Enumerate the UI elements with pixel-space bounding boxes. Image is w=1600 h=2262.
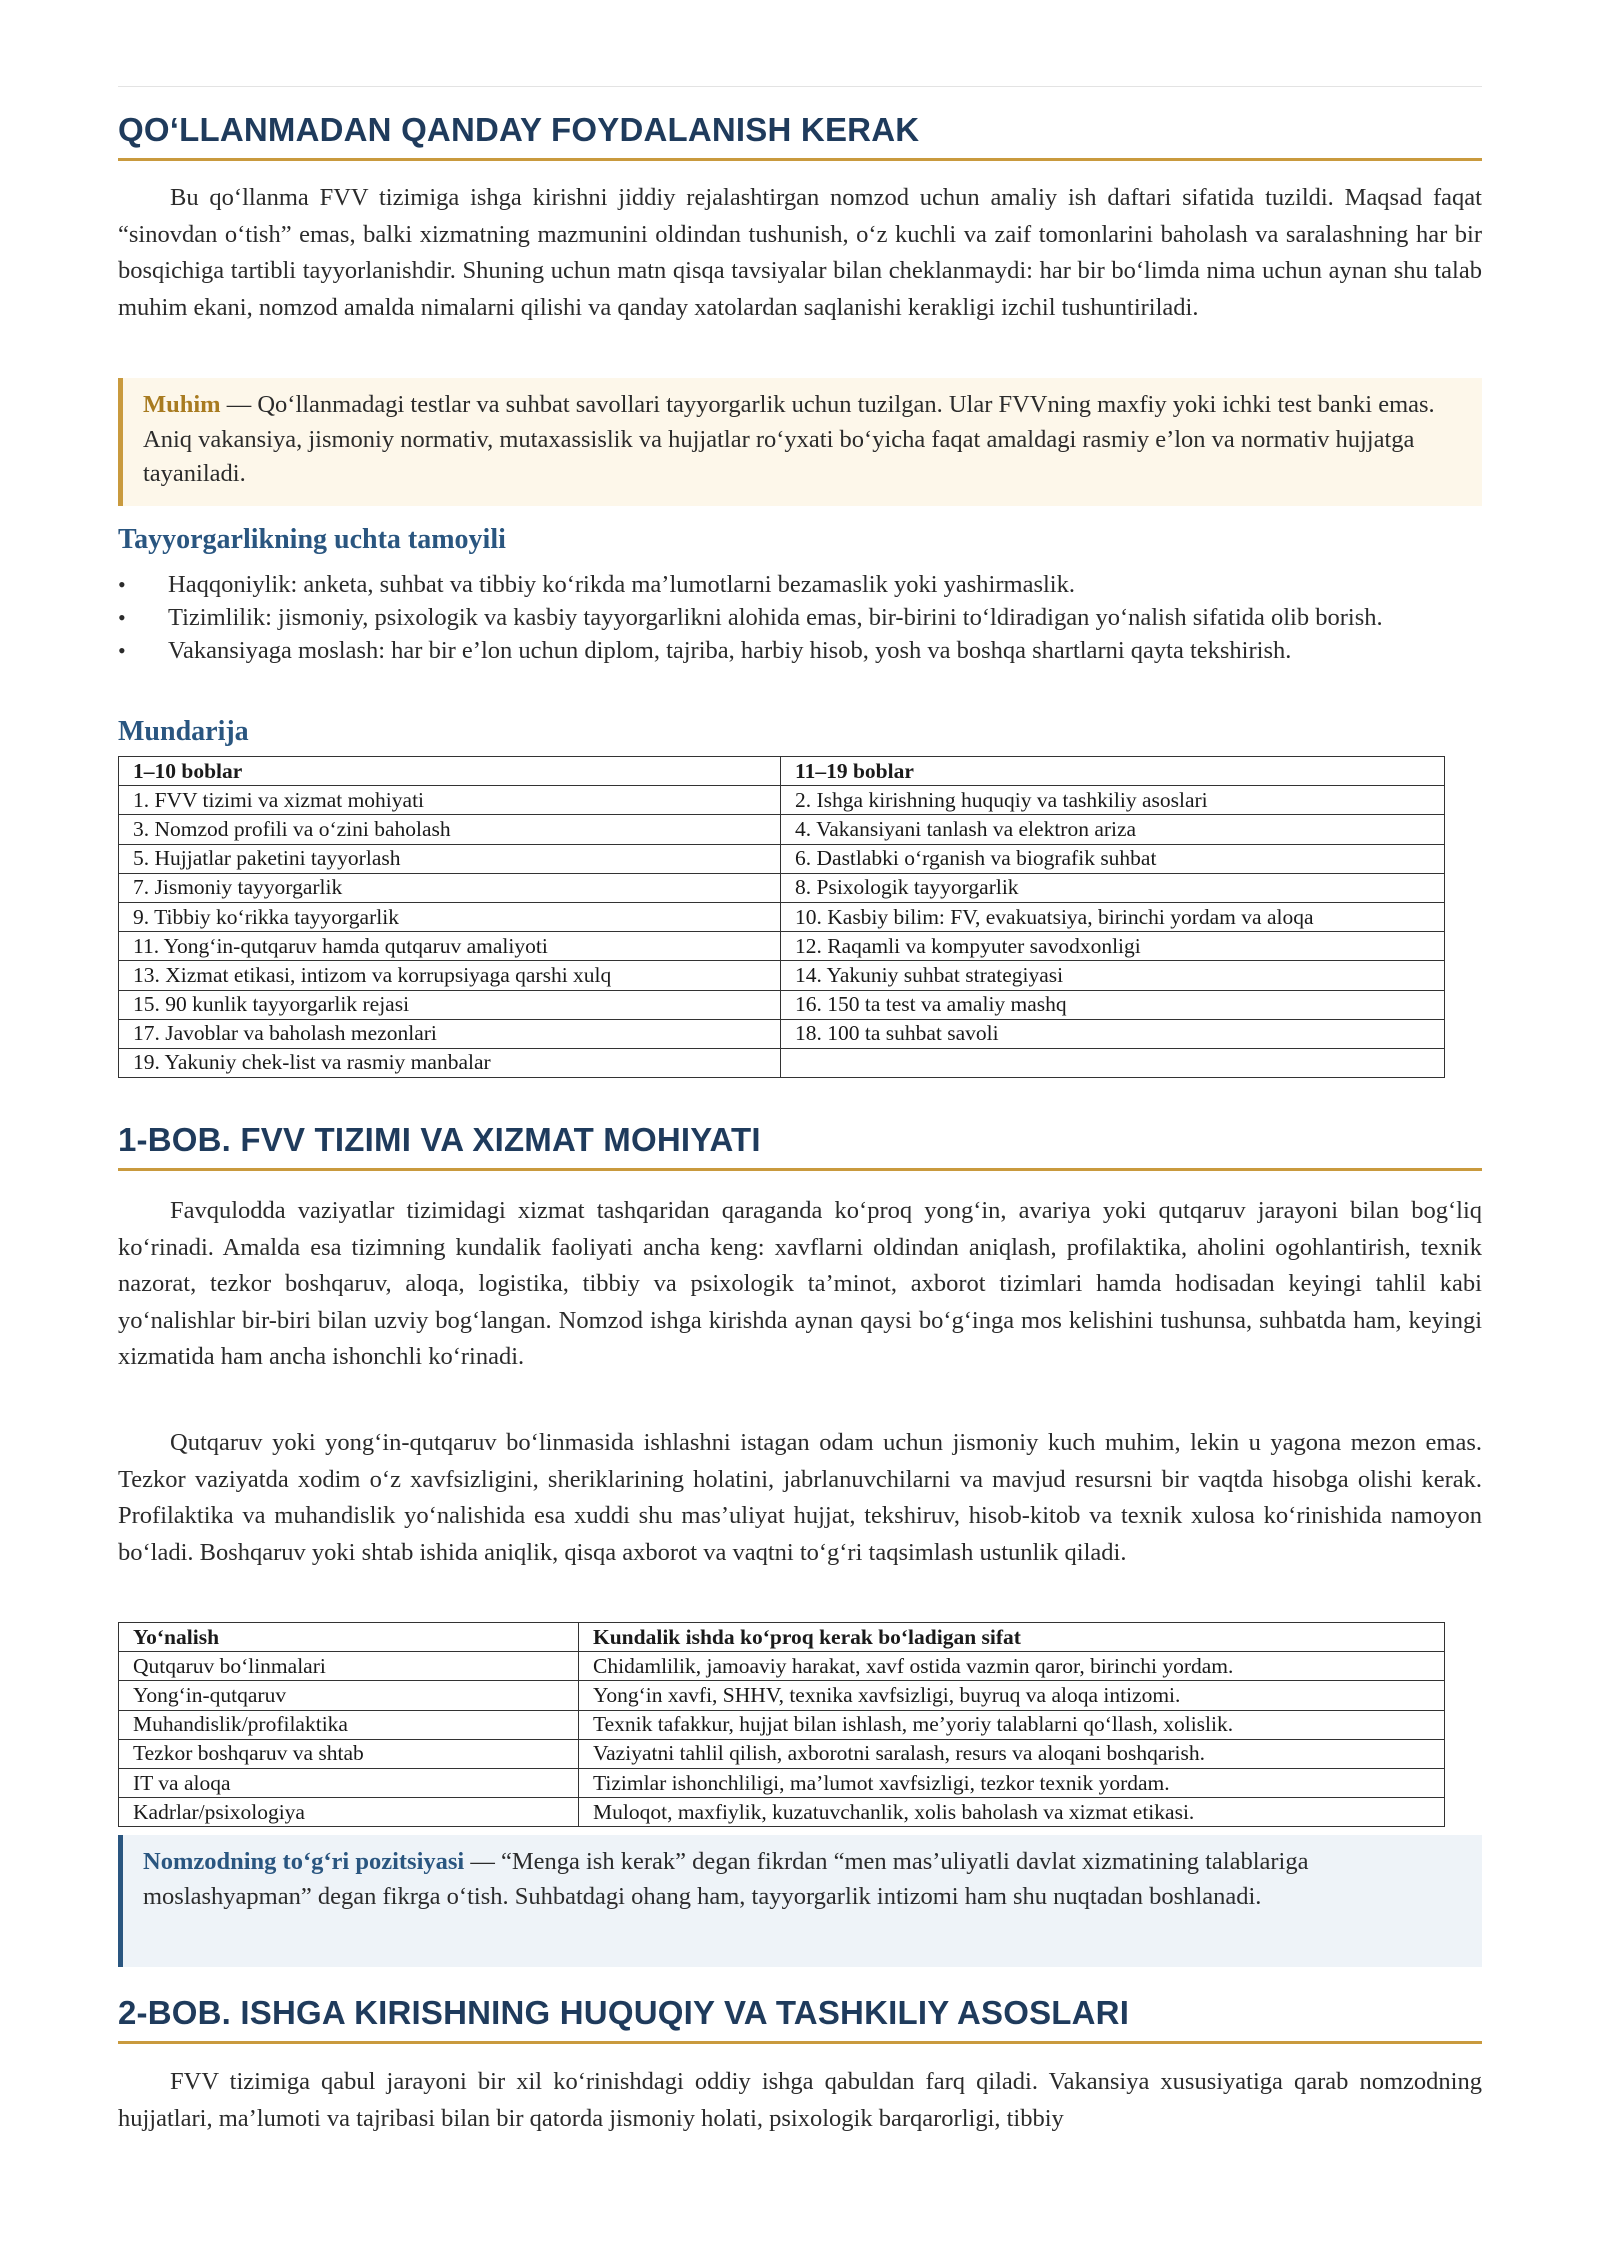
directions-table <box>118 1622 1445 1827</box>
table-cell: 11. Yong‘in-qutqaruv hamda qutqaruv amaliyoti <box>119 932 781 961</box>
table-cell: Yong‘in-qutqaruv <box>119 1681 579 1710</box>
table-cell: 16. 150 ta test va amaliy mashq <box>781 990 1445 1019</box>
bullet-icon: • <box>118 572 126 597</box>
table-cell: 12. Raqamli va kompyuter savodxonligi <box>781 932 1445 961</box>
table-header-row <box>119 1623 1445 1652</box>
table-cell: Qutqaruv bo‘linmalari <box>119 1652 579 1681</box>
table-header-cell: Yo‘nalish <box>119 1623 579 1652</box>
callout-text: — Qo‘llanmadagi testlar va suhbat savollari tayyorgarlik uchun tuzilgan. Ular FVVning maxfiy yoki ichki test banki emas. Aniq vakansiya, jismoniy normativ, mutaxassislik va hujjatlar ro‘yxati bo‘yicha faqat amaldagi rasmiy e’lon va normativ hujjatga tayaniladi. <box>143 391 1435 487</box>
table-cell: Texnik tafakkur, hujjat bilan ishlash, me’yoriy talablarni qo‘llash, xolislik. <box>579 1710 1445 1739</box>
section-title-how-to-use: QO‘LLANMADAN QANDAY FOYDALANISH KERAK <box>118 108 1482 161</box>
table-row <box>119 873 1445 902</box>
table-cell: 2. Ishga kirishning huquqiy va tashkiliy asoslari <box>781 786 1445 815</box>
table-row <box>119 1048 1445 1077</box>
table-cell: 8. Psixologik tayyorgarlik <box>781 873 1445 902</box>
table-row <box>119 1739 1445 1768</box>
table-cell <box>781 1048 1445 1077</box>
table-row <box>119 844 1445 873</box>
chapter-1-paragraph-2: Qutqaruv yoki yong‘in-qutqaruv bo‘linmasida ishlashni istagan odam uchun jismoniy kuch muhim, lekin u yagona mezon emas. Tezkor vaziyatda xodim o‘z xavfsizligini, sheriklarining holatini, jabrlanuvchilarni va mavjud resursni bir vaqtda hisobga olishi kerak. Profilaktika va muhandislik yo‘nalishida esa xuddi shu mas’uliyat hujjat, tekshiruv, hisob-kitob va texnik xulosa ko‘rinishida namoyon bo‘ladi. Boshqaruv yoki shtab ishida aniqlik, qisqa axborot va vaqtni to‘g‘ri taqsimlash ustunlik qiladi. <box>118 1429 1482 1566</box>
table-row <box>119 1652 1445 1681</box>
table-row <box>119 815 1445 844</box>
table-cell: 9. Tibbiy ko‘rikka tayyorgarlik <box>119 902 781 931</box>
table-cell: IT va aloqa <box>119 1768 579 1797</box>
bullet-icon: • <box>118 638 126 663</box>
table-cell: 18. 100 ta suhbat savoli <box>781 1019 1445 1048</box>
table-row <box>119 1019 1445 1048</box>
table-row <box>119 902 1445 931</box>
chapter-1-paragraph-1: Favqulodda vaziyatlar tizimidagi xizmat tashqaridan qaraganda ko‘proq yong‘in, avariya yoki qutqaruv jarayoni bilan bog‘liq ko‘rinadi. Amalda esa tizimning kundalik faoliyati ancha keng: xavflarni oldindan aniqlash, profilaktika, aholini ogohlantirish, texnik nazorat, tezkor boshqaruv, aloqa, logistika, tibbiy va psixologik ta’minot, axborot tizimlari hamda hodisadan keyingi tahlil kabi yo‘nalishlar bir-biri bilan uzviy bog‘langan. Nomzod ishga kirishda aynan qaysi bo‘g‘inga mos kelishini tushunsa, suhbatda ham, keyingi xizmatida ham ancha ishonchli ko‘rinadi. <box>118 1197 1482 1371</box>
table-cell: 14. Yakuniy suhbat strategiyasi <box>781 961 1445 990</box>
principles-heading: Tayyorgarlikning uchta tamoyili <box>118 524 506 555</box>
table-cell: 5. Hujjatlar paketini tayyorlash <box>119 844 781 873</box>
table-header-cell: Kundalik ishda ko‘proq kerak bo‘ladigan sifat <box>579 1623 1445 1652</box>
contents-table <box>118 756 1445 1078</box>
table-cell: Yong‘in xavfi, SHHV, texnika xavfsizligi, buyruq va aloqa intizomi. <box>579 1681 1445 1710</box>
table-cell: Muhandislik/profilaktika <box>119 1710 579 1739</box>
table-cell: 1. FVV tizimi va xizmat mohiyati <box>119 786 781 815</box>
table-cell: Tizimlar ishonchliligi, ma’lumot xavfsizligi, tezkor texnik yordam. <box>579 1768 1445 1797</box>
table-cell: 3. Nomzod profili va o‘zini baholash <box>119 815 781 844</box>
table-cell: 4. Vakansiyani tanlash va elektron ariza <box>781 815 1445 844</box>
table-cell: 17. Javoblar va baholash mezonlari <box>119 1019 781 1048</box>
table-row <box>119 1681 1445 1710</box>
position-callout <box>118 1835 1482 1967</box>
table-cell: 15. 90 kunlik tayyorgarlik rejasi <box>119 990 781 1019</box>
table-row <box>119 932 1445 961</box>
contents-heading: Mundarija <box>118 716 249 747</box>
table-header-cell: 11–19 boblar <box>781 757 1445 786</box>
chapter-2-paragraph: FVV tizimiga qabul jarayoni bir xil ko‘rinishdagi oddiy ishga qabuldan farq qiladi. Vakansiya xususiyatiga qarab nomzodning hujjatlari, ma’lumoti va tajribasi bilan bir qatorda jismoniy holati, psixologik barqarorligi, tibbiy <box>118 2068 1482 2132</box>
principles-list <box>118 568 1482 667</box>
table-row <box>119 1798 1445 1827</box>
important-callout <box>118 378 1482 506</box>
table-cell: Tezkor boshqaruv va shtab <box>119 1739 579 1768</box>
table-cell: 13. Xizmat etikasi, intizom va korrupsiyaga qarshi xulq <box>119 961 781 990</box>
top-divider <box>118 86 1482 87</box>
table-cell: 10. Kasbiy bilim: FV, evakuatsiya, birinchi yordam va aloqa <box>781 902 1445 931</box>
callout-lead: Nomzodning to‘g‘ri pozitsiyasi <box>143 1848 465 1875</box>
table-row <box>119 786 1445 815</box>
callout-lead: Muhim <box>143 391 221 418</box>
chapter-1-title: 1-BOB. FVV TIZIMI VA XIZMAT MOHIYATI <box>118 1118 1482 1171</box>
table-row <box>119 990 1445 1019</box>
list-item: • Tizimlilik: jismoniy, psixologik va kasbiy tayyorgarlikni alohida emas, bir-birini to‘ldiradigan yo‘nalish sifatida olib borish. <box>118 601 1482 634</box>
chapter-2-title: 2-BOB. ISHGA KIRISHNING HUQUQIY VA TASHKILIY ASOSLARI <box>118 1991 1482 2044</box>
table-row <box>119 961 1445 990</box>
table-row <box>119 1768 1445 1797</box>
list-item: • Vakansiyaga moslash: har bir e’lon uchun diplom, tajriba, harbiy hisob, yosh va boshqa shartlarni qayta tekshirish. <box>118 634 1482 667</box>
bullet-icon: • <box>118 605 126 630</box>
table-cell: 7. Jismoniy tayyorgarlik <box>119 873 781 902</box>
callout-text: — “Menga ish kerak” degan fikrdan “men mas’uliyatli davlat xizmatining talablariga moslashyapman” degan fikrga o‘tish. Suhbatdagi ohang ham, tayyorgarlik intizomi ham shu nuqtadan boshlanadi. <box>143 1848 1309 1910</box>
document-page <box>118 0 1482 2262</box>
table-row <box>119 1710 1445 1739</box>
table-header-cell: 1–10 boblar <box>119 757 781 786</box>
table-cell: Muloqot, maxfiylik, kuzatuvchanlik, xolis baholash va xizmat etikasi. <box>579 1798 1445 1827</box>
intro-paragraph: Bu qo‘llanma FVV tizimiga ishga kirishni jiddiy rejalashtirgan nomzod uchun amaliy ish daftari sifatida tuzildi. Maqsad faqat “sinovdan o‘tish” emas, balki xizmatning mazmunini oldindan tushunish, o‘z kuchli va zaif tomonlarini baholash va saralashning har bir bosqichiga tartibli tayyorlanishdir. Shuning uchun matn qisqa tavsiyalar bilan cheklanmaydi: har bir bo‘limda nima uchun aynan shu talab muhim ekani, nomzod amalda nimalarni qilishi va qanday xatolardan saqlanishi kerakligi izchil tushuntiriladi. <box>118 184 1482 321</box>
table-cell: Vaziyatni tahlil qilish, axborotni saralash, resurs va aloqani boshqarish. <box>579 1739 1445 1768</box>
list-item: • Haqqoniylik: anketa, suhbat va tibbiy ko‘rikda ma’lumotlarni bezamaslik yoki yashirmaslik. <box>118 568 1482 601</box>
table-cell: 6. Dastlabki o‘rganish va biografik suhbat <box>781 844 1445 873</box>
table-header-row <box>119 757 1445 786</box>
table-cell: 19. Yakuniy chek-list va rasmiy manbalar <box>119 1048 781 1077</box>
table-cell: Chidamlilik, jamoaviy harakat, xavf ostida vazmin qaror, birinchi yordam. <box>579 1652 1445 1681</box>
table-cell: Kadrlar/psixologiya <box>119 1798 579 1827</box>
